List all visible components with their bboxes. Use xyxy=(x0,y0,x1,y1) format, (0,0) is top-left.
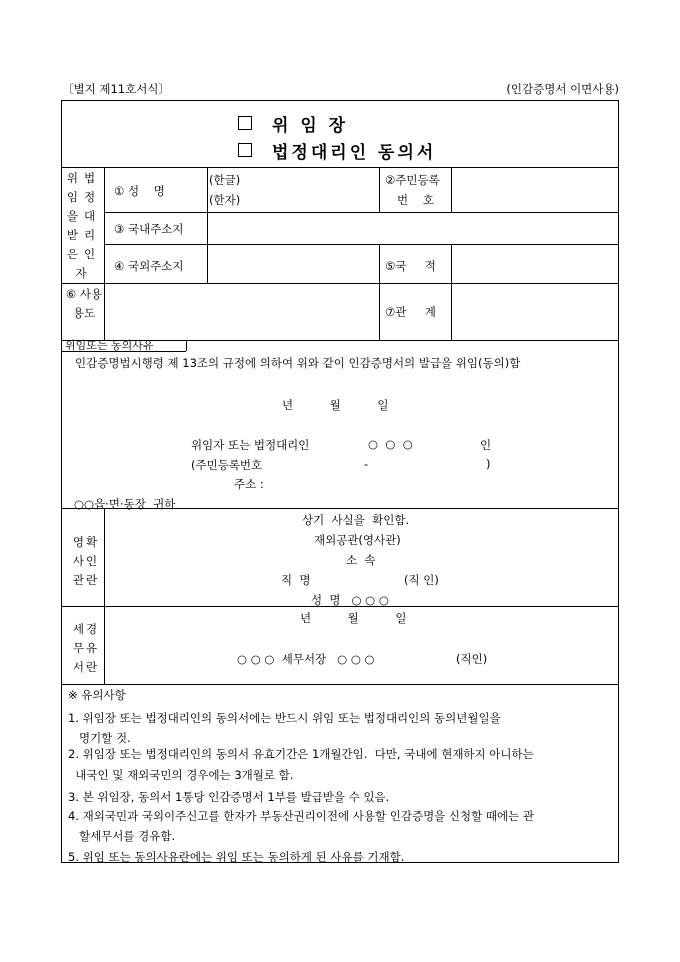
usage-note: (인감증명서 이면사용) xyxy=(506,82,619,96)
reason-date: 년 월 일 xyxy=(282,398,389,412)
consulate-line1: 상기 사실을 확인함. xyxy=(302,513,410,527)
nationality-label: ⑤국 적 xyxy=(385,259,436,273)
usage-field[interactable] xyxy=(108,287,376,337)
rrn-label-1: ②주민등록 xyxy=(385,173,440,187)
name-label: ① 성 명 xyxy=(114,184,165,198)
foreign-address-label: ④ 국외주소지 xyxy=(114,259,184,273)
tax-office-seal: (직인) xyxy=(456,652,488,666)
address-label: 주소 : xyxy=(234,477,264,491)
consulate-line2: 재외공관(영사관) xyxy=(314,533,401,547)
reason-statement: 인감증명법시행령 제 13조의 규정에 의하여 위와 같이 인감증명서의 발급을 위임(동의)함 xyxy=(75,356,521,370)
consent-checkbox[interactable] xyxy=(238,143,252,157)
relationship-field[interactable] xyxy=(454,287,616,337)
domestic-address-label: ③ 국내주소지 xyxy=(114,222,184,236)
domestic-address-field[interactable] xyxy=(210,214,616,243)
delegator-seal: 인 xyxy=(480,438,492,452)
rrn-label-2: 번 호 xyxy=(397,193,434,207)
nationality-field[interactable] xyxy=(454,246,616,282)
consulate-name-line: 성 명 ○ ○ ○ xyxy=(311,593,389,607)
usage-label: ⑥ 사용 용도 xyxy=(65,287,103,320)
delegatee-section-label: 위법임정을대받리은인자 xyxy=(66,171,102,280)
note-line: 1. 위임장 또는 법정대리인의 동의서에는 반드시 위임 또는 법정대리인의 동의년월일을 xyxy=(68,711,501,725)
title-consent: 법정대리인 동의서 xyxy=(272,143,437,163)
note-line: 2. 위임장 또는 법정대리인의 동의서 유효기간은 1개월간임. 다만, 국내에 현재하지 아니하는 xyxy=(68,747,534,761)
rrn-dash: - xyxy=(364,457,369,471)
note-line: 내국인 및 재외국민의 경우에는 3개월로 함. xyxy=(68,768,294,782)
note-line: 할세무서를 경유함. xyxy=(68,829,176,843)
reason-label: 위임또는 동의사유 xyxy=(65,339,154,352)
delegator-label: 위임자 또는 법정대리인 xyxy=(191,438,310,452)
rrn-field[interactable] xyxy=(454,169,616,211)
form-number: 〔별지 제11호서식〕 xyxy=(62,82,170,96)
tax-office-section-label: 세경무유서란 xyxy=(72,622,100,674)
delegator-name: ○ ○ ○ xyxy=(368,437,413,451)
relationship-label: ⑦관 계 xyxy=(385,305,436,319)
title-delegation: 위 임 장 xyxy=(272,116,349,136)
consulate-seal: (직 인) xyxy=(404,573,439,587)
form-frame xyxy=(61,100,619,863)
korean-label: (한글) xyxy=(209,173,241,187)
rrn-open: (주민등록번호 xyxy=(191,458,263,472)
consulate-section-label: 영확사인관란 xyxy=(72,535,100,587)
foreign-address-field[interactable] xyxy=(210,246,378,282)
hanja-label: (한자) xyxy=(209,193,241,207)
note-line: 3. 본 위임장, 동의서 1통당 인감증명서 1부를 발급받을 수 있음. xyxy=(68,790,390,804)
note-line: 명기할 것. xyxy=(68,731,131,745)
rrn-close: ) xyxy=(486,457,491,471)
note-line: 4. 재외국민과 국외이주신고를 한자가 부동산권리이전에 사용할 인감증명을 신청할 때에는 관 xyxy=(68,809,535,823)
consulate-line3: 소 속 xyxy=(346,553,376,567)
name-field[interactable] xyxy=(210,171,378,211)
addressee: ○○읍·면·동장 귀하 xyxy=(74,497,176,511)
note-line: 5. 위임 또는 동의사유란에는 위임 또는 동의하게 된 사유를 기재함. xyxy=(68,850,405,864)
tax-office-line: ○ ○ ○ 세무서장 ○ ○ ○ xyxy=(237,652,375,666)
tax-office-date: 년 월 일 xyxy=(300,611,407,625)
delegation-checkbox[interactable] xyxy=(238,116,252,130)
notes-title: ※ 유의사항 xyxy=(68,688,126,702)
consulate-position-label: 직 명 xyxy=(281,573,311,587)
